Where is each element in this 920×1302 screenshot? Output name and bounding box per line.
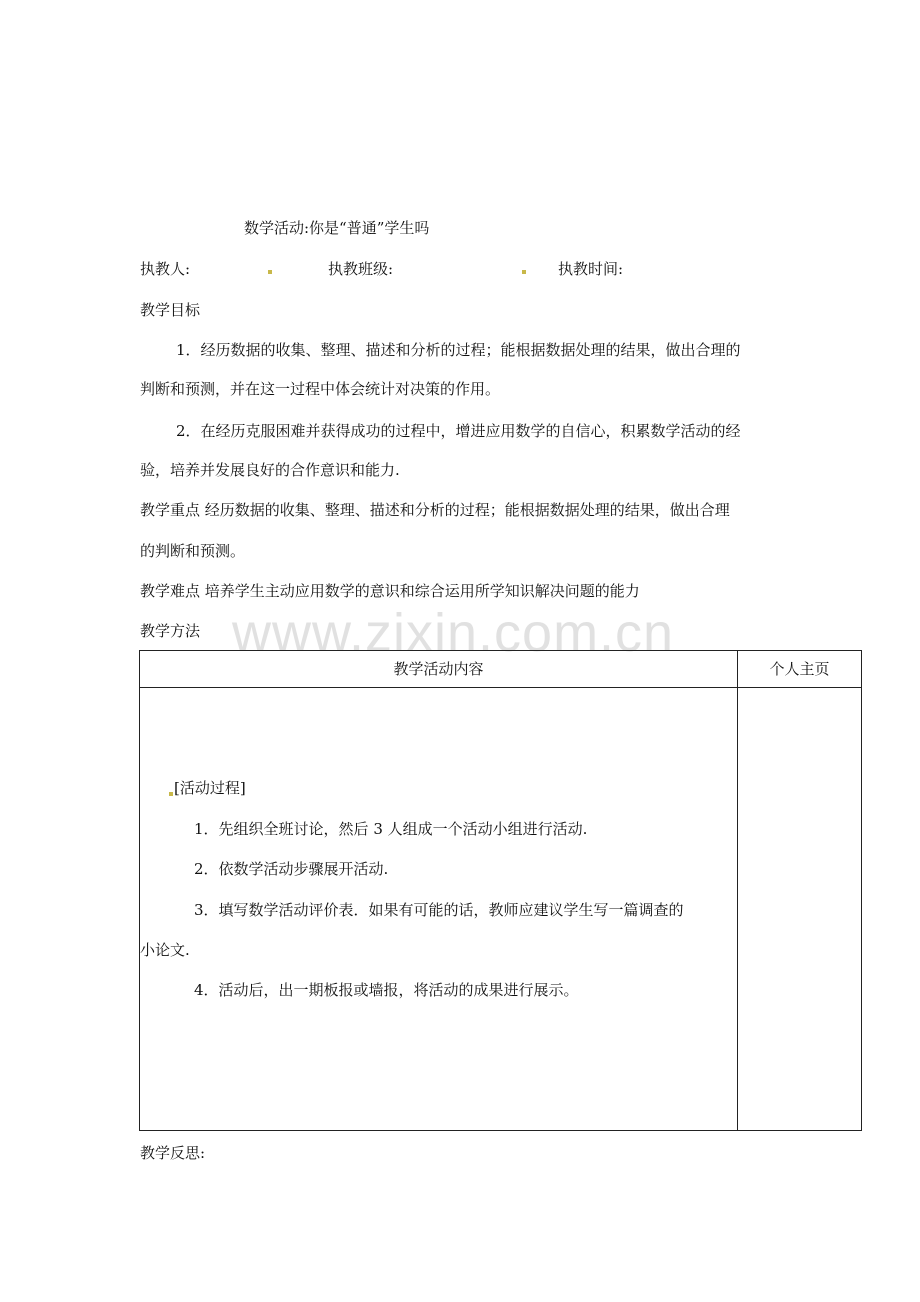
activity-step-2: 2．依数学活动步骤展开活动. [194, 860, 389, 878]
activity-step-4: 4．活动后，出一期板报或墙报，将活动的成果进行展示。 [194, 981, 579, 999]
marker-dot [169, 792, 173, 796]
difficulty-line: 教学难点 培养学生主动应用数学的意识和综合运用所学知识解决问题的能力 [140, 582, 640, 600]
objective-1-line-1: 1．经历数据的收集、整理、描述和分析的过程；能根据数据处理的结果，做出合理的 [176, 341, 741, 359]
objective-1-line-2: 判断和预测，并在这一过程中体会统计对决策的作用。 [140, 380, 501, 398]
activity-step-3-line-2: 小论文. [140, 941, 190, 959]
key-points-line-1: 教学重点 经历数据的收集、整理、描述和分析的过程；能根据数据处理的结果，做出合理 [140, 501, 730, 519]
activity-step-3-line-1: 3．填写数学活动评价表．如果有可能的话，教师应建议学生写一篇调查的 [194, 901, 684, 919]
marker-dot [522, 270, 526, 274]
table-divider-horizontal [140, 687, 861, 688]
reflection-heading: 教学反思: [140, 1144, 206, 1162]
objectives-heading: 教学目标 [140, 301, 201, 319]
method-heading: 教学方法 [140, 622, 201, 640]
marker-dot [268, 270, 272, 274]
activity-step-1: 1．先组织全班讨论，然后 3 人组成一个活动小组进行活动. [194, 820, 588, 838]
watermark: www.zixin.com.cn [232, 603, 675, 663]
table-header-content: 教学活动内容 [393, 660, 484, 678]
objective-2-line-2: 验，培养并发展良好的合作意识和能力. [140, 461, 400, 479]
teacher-label: 执教人: [140, 260, 191, 278]
document-title: 数学活动:你是“普通”学生吗 [244, 219, 430, 237]
table-header-homepage: 个人主页 [769, 660, 830, 678]
table-divider-vertical [737, 651, 738, 1130]
activity-table [139, 650, 862, 1131]
activity-process-title: [活动过程] [174, 779, 246, 797]
time-label: 执教时间: [558, 260, 624, 278]
key-points-line-2: 的判断和预测。 [140, 542, 246, 560]
objective-2-line-1: 2．在经历克服困难并获得成功的过程中，增进应用数学的自信心，积累数学活动的经 [176, 422, 741, 440]
class-label: 执教班级: [328, 260, 394, 278]
